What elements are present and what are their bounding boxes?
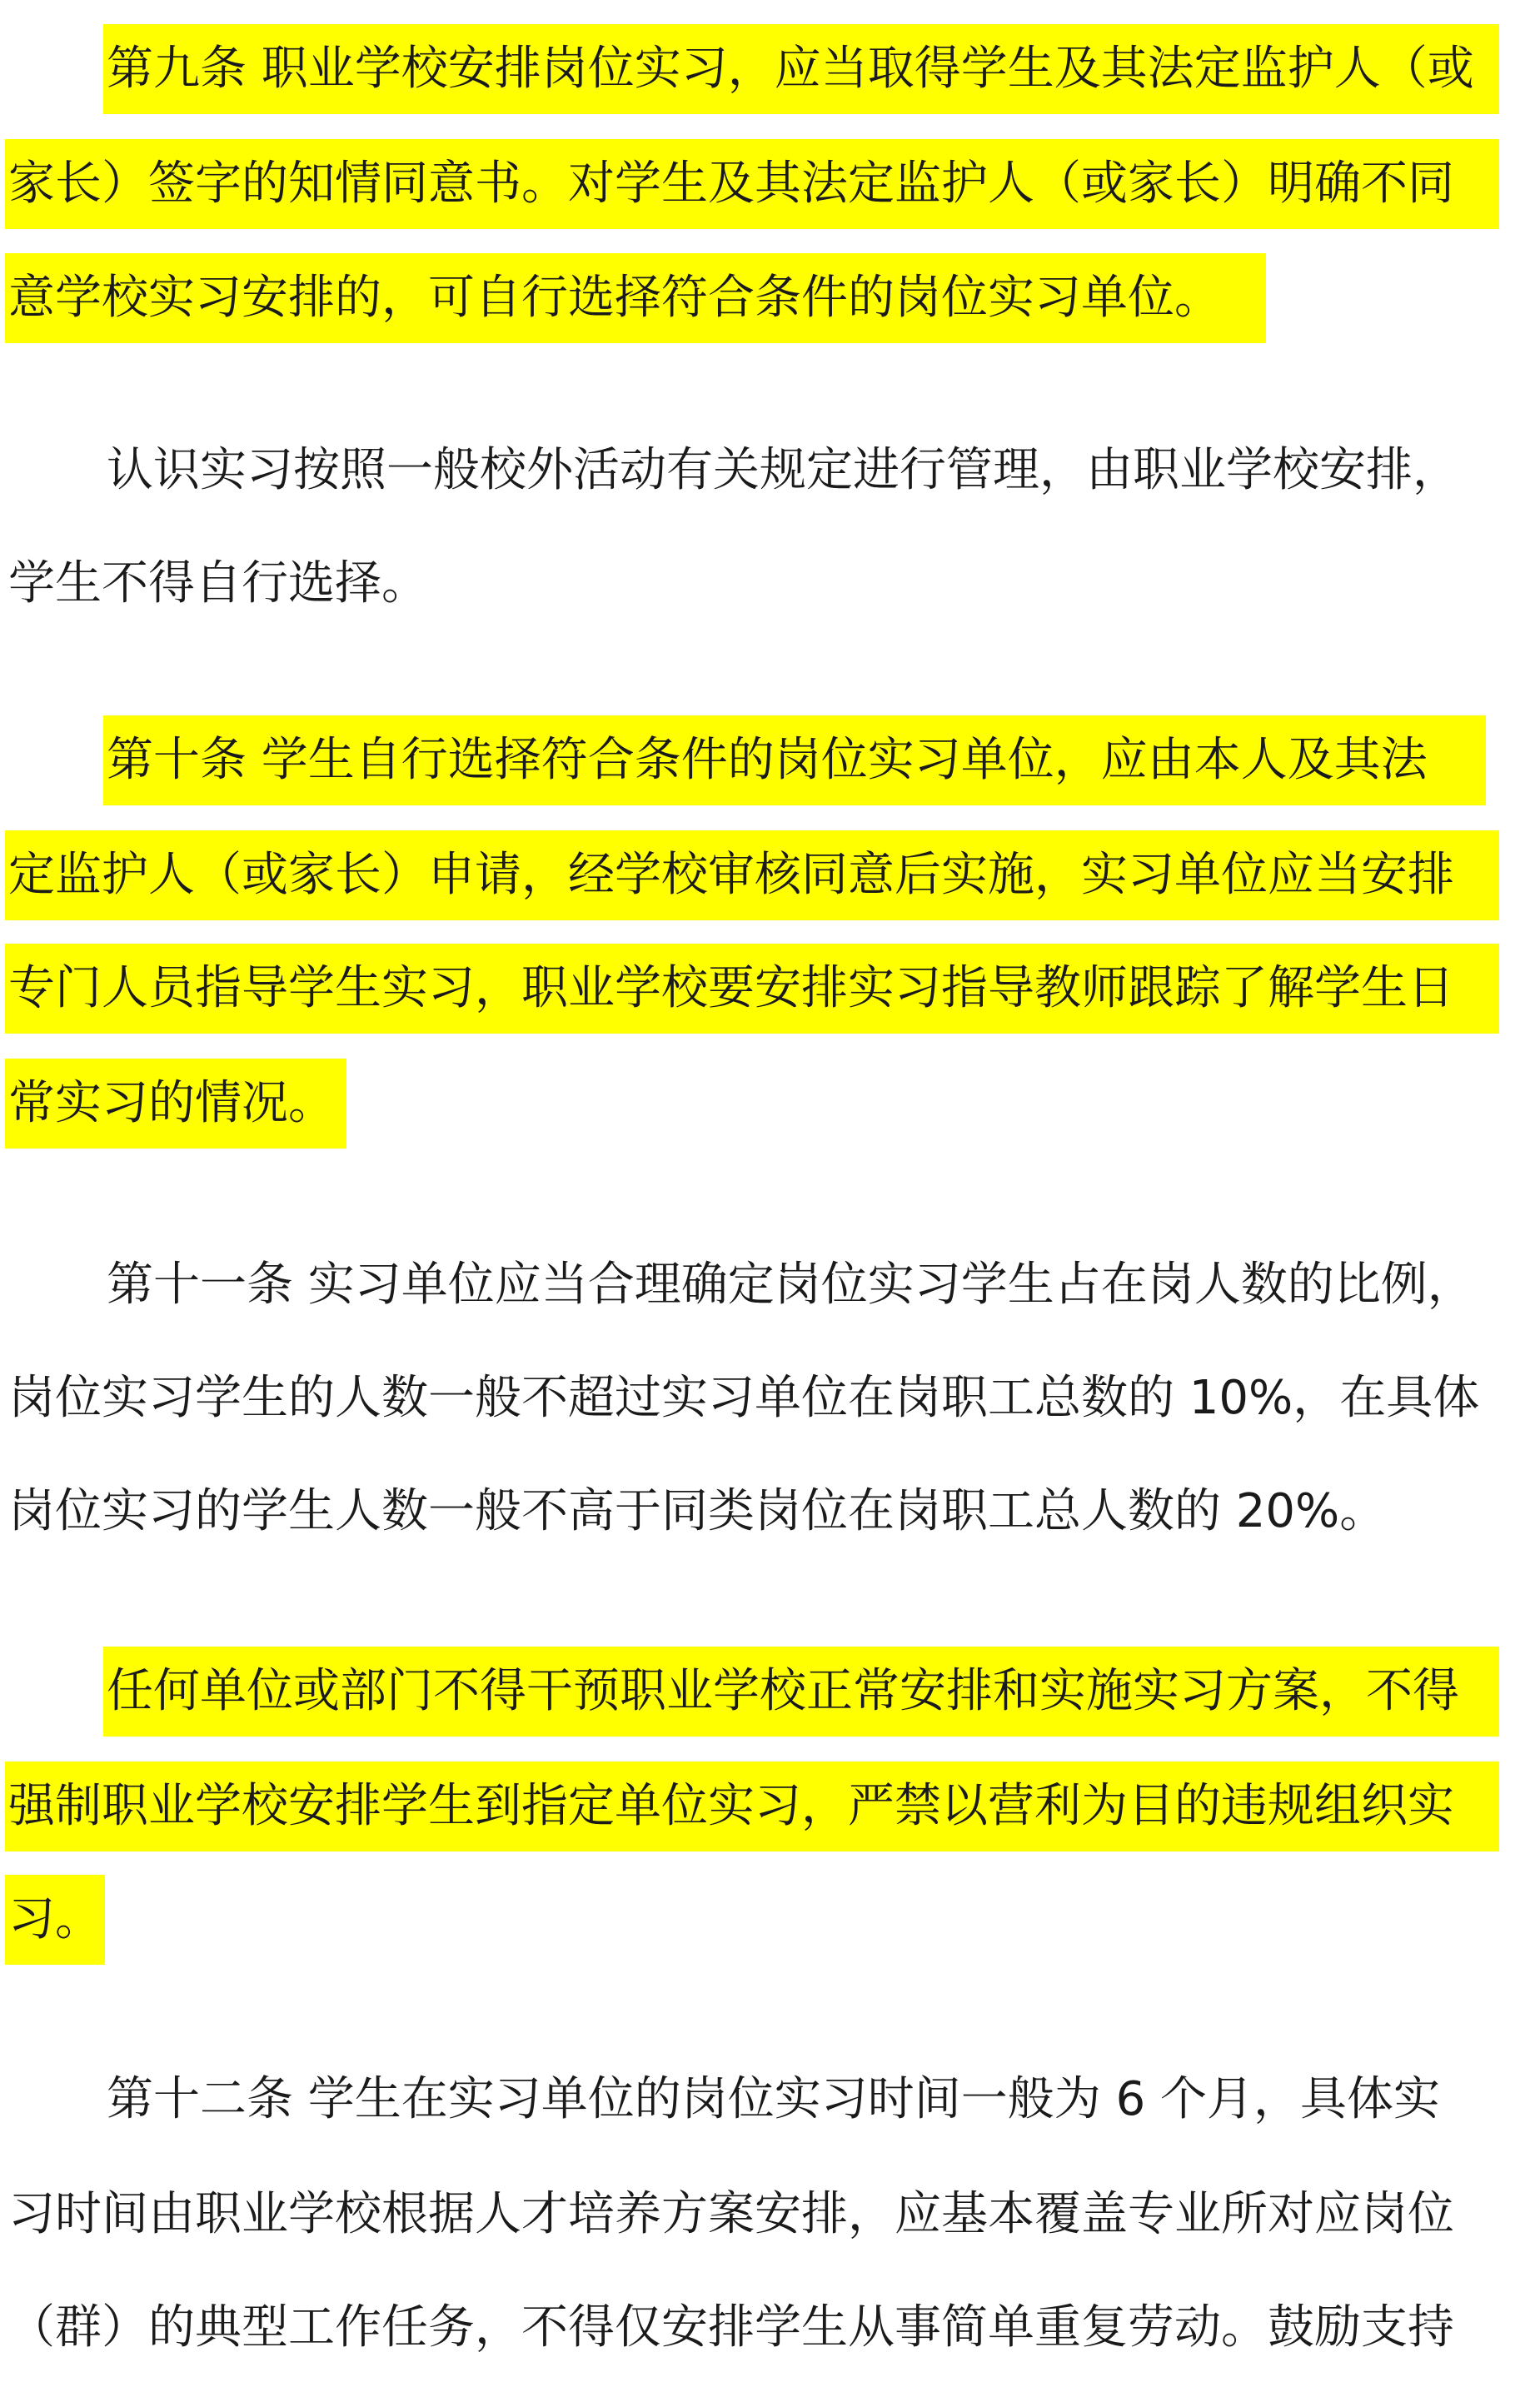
- paragraph-line: [0, 1231, 1540, 1339]
- line-text: 常实习的情况。: [8, 1076, 335, 1130]
- line-text: 第十二条 学生在实习单位的岗位实习时间一般为 6 个月，具体实: [107, 2072, 1441, 2126]
- paragraph-line: [0, 530, 1540, 638]
- line-text: 意学校实习安排的，可自行选择符合条件的岗位实习单位。: [8, 271, 1221, 325]
- line-text: （群）的典型工作任务，不得仅安排学生从事简单重复劳动。鼓励支持: [8, 2300, 1454, 2355]
- line-text: 第十条 学生自行选择符合条件的岗位实习单位，应由本人及其法: [107, 733, 1428, 787]
- line-text: 专门人员指导学生实习，职业学校要安排实习指导教师跟踪了解学生日: [8, 961, 1454, 1015]
- paragraph-line: [0, 934, 1540, 1043]
- line-text: 岗位实习学生的人数一般不超过实习单位在岗职工总数的 10%，在具体: [8, 1371, 1480, 1425]
- paragraph-line: [0, 416, 1540, 525]
- paragraph-line: [0, 244, 1540, 352]
- paragraph-line: [0, 15, 1540, 123]
- paragraph-line: [0, 1637, 1540, 1746]
- line-text: 习时间由职业学校根据人才培养方案安排，应基本覆盖专业所对应岗位: [8, 2187, 1454, 2241]
- paragraph-line: [0, 1752, 1540, 1861]
- line-text: 岗位实习的学生人数一般不高于同类岗位在岗职工总人数的 20%。: [8, 1484, 1387, 1538]
- paragraph-line: [0, 1049, 1540, 1158]
- paragraph-line: [0, 1344, 1540, 1453]
- paragraph-line: [0, 706, 1540, 815]
- paragraph-line: [0, 1866, 1540, 1974]
- line-text: 强制职业学校安排学生到指定单位实习，严禁以营利为目的违规组织实: [8, 1779, 1454, 1833]
- line-text: 第十一条 实习单位应当合理确定岗位实习学生占在岗人数的比例，: [107, 1258, 1474, 1312]
- line-text: 习。: [8, 1892, 102, 1946]
- line-text: 学生不得自行选择。: [8, 556, 428, 610]
- paragraph-line: [0, 821, 1540, 929]
- paragraph-line: [0, 2046, 1540, 2154]
- paragraph-line: [0, 1458, 1540, 1566]
- line-text: 任何单位或部门不得干预职业学校正常安排和实施实习方案，不得: [107, 1664, 1459, 1718]
- paragraph-line: [0, 2274, 1540, 2382]
- paragraph-line: [0, 130, 1540, 238]
- line-text: 家长）签字的知情同意书。对学生及其法定监护人（或家长）明确不同: [8, 157, 1454, 211]
- line-text: 定监护人（或家长）申请，经学校审核同意后实施，实习单位应当安排: [8, 848, 1454, 902]
- line-text: 认识实习按照一般校外活动有关规定进行管理，由职业学校安排，: [107, 443, 1459, 497]
- line-text: 第九条 职业学校安排岗位实习，应当取得学生及其法定监护人（或: [107, 42, 1474, 96]
- paragraph-line: [0, 2160, 1540, 2269]
